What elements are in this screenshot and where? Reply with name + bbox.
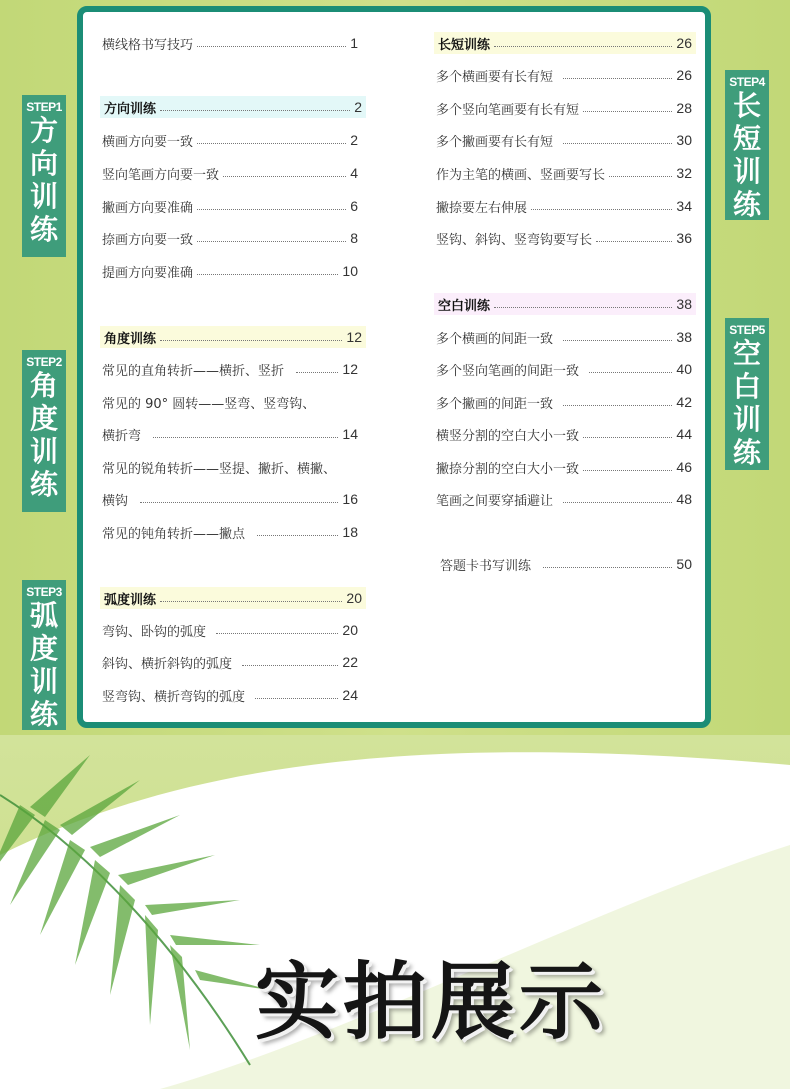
section-heading-direction[interactable] — [100, 96, 366, 118]
leader-dots — [197, 209, 346, 210]
toc-entry[interactable] — [102, 423, 358, 445]
page-number: 42 — [676, 394, 692, 410]
entry-title: 多个横画要有长有短 — [436, 69, 554, 85]
step-char: 长 — [732, 89, 761, 122]
page-number: 14 — [342, 426, 358, 442]
step-char: 度 — [29, 632, 58, 665]
section-heading-space[interactable] — [434, 293, 696, 315]
leader-dots — [531, 209, 672, 210]
entry-title: 捺画方向要一致 — [102, 232, 194, 248]
page-number: 30 — [676, 132, 692, 148]
entry-title: 横竖分割的空白大小一致 — [436, 428, 580, 444]
step-char: 训 — [732, 403, 761, 436]
step-char: 空 — [732, 337, 761, 370]
toc-entry[interactable] — [102, 684, 358, 706]
entry-title: 常见的锐角转折——竖提、撇折、横撇、 — [102, 461, 337, 477]
step-char: 弧 — [29, 599, 58, 632]
page-number: 20 — [346, 590, 362, 606]
entry-title: 竖钩、斜钩、竖弯钩要写长 — [436, 232, 593, 248]
toc-entry[interactable] — [436, 195, 692, 217]
leader-dots — [257, 535, 338, 536]
leader-dots — [153, 437, 338, 438]
leader-dots — [197, 274, 338, 275]
leader-dots — [197, 241, 346, 242]
section-title: 长短训练 — [438, 37, 491, 53]
step-label: STEP5 — [729, 323, 765, 337]
page-number: 38 — [676, 329, 692, 345]
page-number: 34 — [676, 198, 692, 214]
leader-dots — [563, 78, 672, 79]
leader-dots — [255, 698, 338, 699]
page-number: 22 — [342, 654, 358, 670]
page-number: 28 — [676, 100, 692, 116]
leader-dots — [160, 601, 342, 602]
entry-title: 常见的直角转折——横折、竖折 — [102, 363, 285, 379]
entry-title: 横折弯 — [102, 428, 142, 444]
page-number: 1 — [350, 35, 358, 51]
page-number: 8 — [350, 230, 358, 246]
leader-dots — [494, 46, 672, 47]
step3-badge — [22, 580, 66, 730]
entry-title: 弯钩、卧钩的弧度 — [102, 624, 207, 640]
leader-dots — [563, 143, 672, 144]
toc-entry-outro[interactable] — [440, 553, 692, 575]
toc-entry[interactable] — [436, 423, 692, 445]
entry-title: 多个竖向笔画的间距一致 — [436, 363, 580, 379]
step-label: STEP4 — [729, 75, 765, 89]
toc-entry[interactable] — [436, 97, 692, 119]
step-char: 练 — [732, 188, 761, 221]
toc-entry[interactable] — [436, 64, 692, 86]
toc-entry[interactable] — [102, 195, 358, 217]
leader-dots — [160, 110, 350, 111]
entry-title: 竖弯钩、横折弯钩的弧度 — [102, 689, 246, 705]
step-label: STEP2 — [26, 355, 62, 369]
leader-dots — [589, 372, 672, 373]
page-number: 36 — [676, 230, 692, 246]
entry-title: 斜钩、横折斜钩的弧度 — [102, 656, 233, 672]
entry-title: 横线格书写技巧 — [102, 37, 194, 53]
leader-dots — [216, 633, 338, 634]
leader-dots — [583, 470, 672, 471]
leader-dots — [242, 665, 338, 666]
page-number: 16 — [342, 491, 358, 507]
page-number: 46 — [676, 459, 692, 475]
step5-badge — [725, 318, 769, 470]
step-char: 练 — [29, 213, 58, 246]
toc-entry[interactable] — [436, 358, 692, 380]
entry-title: 横钩 — [102, 493, 129, 509]
step-char: 白 — [732, 370, 761, 403]
step1-badge — [22, 95, 66, 257]
leader-dots — [160, 340, 342, 341]
step-label: STEP1 — [26, 100, 62, 114]
page-number: 44 — [676, 426, 692, 442]
entry-title: 提画方向要准确 — [102, 265, 194, 281]
toc-entry[interactable] — [102, 260, 358, 282]
step-char: 训 — [29, 180, 58, 213]
section-heading-curve[interactable] — [100, 587, 366, 609]
toc-entry[interactable] — [436, 456, 692, 478]
page-number: 10 — [342, 263, 358, 279]
step-char: 方 — [29, 114, 58, 147]
toc-entry — [102, 456, 358, 478]
toc-entry[interactable] — [102, 521, 358, 543]
section-heading-angle[interactable] — [100, 326, 366, 348]
leader-dots — [596, 241, 672, 242]
toc-entry[interactable] — [102, 162, 358, 184]
entry-title: 撇捺分割的空白大小一致 — [436, 461, 580, 477]
step-char: 练 — [29, 698, 58, 731]
leader-dots — [197, 143, 346, 144]
entry-title: 多个撇画要有长有短 — [436, 134, 554, 150]
step-char: 度 — [29, 402, 58, 435]
entry-title: 多个撇画的间距一致 — [436, 396, 554, 412]
entry-title: 多个竖向笔画要有长有短 — [436, 102, 580, 118]
step-char: 短 — [732, 122, 761, 155]
toc-entry[interactable] — [436, 391, 692, 413]
section-title: 弧度训练 — [104, 592, 157, 608]
section-title: 方向训练 — [104, 101, 157, 117]
entry-title: 竖向笔画方向要一致 — [102, 167, 220, 183]
toc-entry[interactable] — [436, 488, 692, 510]
entry-title: 答题卡书写训练 — [440, 558, 532, 574]
step4-badge — [725, 70, 769, 220]
section-title: 空白训练 — [438, 298, 491, 314]
page-number: 2 — [354, 99, 362, 115]
page-number: 26 — [676, 67, 692, 83]
leader-dots — [140, 502, 338, 503]
leader-dots — [563, 502, 672, 503]
page-number: 2 — [350, 132, 358, 148]
leader-dots — [563, 405, 672, 406]
leader-dots — [609, 176, 672, 177]
leader-dots — [583, 111, 672, 112]
leader-dots — [223, 176, 346, 177]
toc-entry[interactable] — [436, 227, 692, 249]
page-number: 32 — [676, 165, 692, 181]
toc-entry[interactable] — [102, 651, 358, 673]
step-char: 练 — [732, 436, 761, 469]
toc-entry[interactable] — [102, 227, 358, 249]
entry-title: 多个横画的间距一致 — [436, 331, 554, 347]
step-char: 训 — [29, 435, 58, 468]
step-char: 练 — [29, 468, 58, 501]
entry-title: 常见的 90° 圆转——竖弯、竖弯钩、 — [102, 396, 316, 412]
toc-entry[interactable] — [436, 129, 692, 151]
leader-dots — [197, 46, 346, 47]
page-number: 4 — [350, 165, 358, 181]
step-char: 训 — [29, 665, 58, 698]
toc-entry[interactable] — [102, 619, 358, 641]
step2-badge — [22, 350, 66, 512]
page-number: 6 — [350, 198, 358, 214]
entry-title: 撇捺要左右伸展 — [436, 200, 528, 216]
section-heading-length[interactable] — [434, 32, 696, 54]
toc-entry[interactable] — [436, 326, 692, 348]
leader-dots — [543, 567, 672, 568]
toc-entry[interactable] — [436, 162, 692, 184]
toc-entry[interactable] — [102, 488, 358, 510]
entry-title: 横画方向要一致 — [102, 134, 194, 150]
leader-dots — [494, 307, 672, 308]
entry-title: 撇画方向要准确 — [102, 200, 194, 216]
step-char: 角 — [29, 369, 58, 402]
toc-entry[interactable] — [102, 129, 358, 151]
leader-dots — [563, 340, 672, 341]
step-label: STEP3 — [26, 585, 62, 599]
page-number: 18 — [342, 524, 358, 540]
step-char: 向 — [29, 147, 58, 180]
leader-dots — [583, 437, 672, 438]
banner-title: 实拍展示 — [255, 953, 608, 1051]
page-number: 48 — [676, 491, 692, 507]
toc-entry-intro[interactable] — [102, 32, 358, 54]
step-char: 训 — [732, 155, 761, 188]
toc-entry[interactable] — [102, 358, 358, 380]
leader-dots — [296, 372, 338, 373]
page-number: 26 — [676, 35, 692, 51]
entry-title: 笔画之间要穿插避让 — [436, 493, 554, 509]
page-number: 12 — [346, 329, 362, 345]
entry-title: 常见的钝角转折——撇点 — [102, 526, 246, 542]
entry-title: 作为主笔的横画、竖画要写长 — [436, 167, 606, 183]
page-number: 38 — [676, 296, 692, 312]
page-number: 12 — [342, 361, 358, 377]
page-number: 50 — [676, 556, 692, 572]
section-title: 角度训练 — [104, 331, 157, 347]
page-number: 20 — [342, 622, 358, 638]
page-number: 24 — [342, 687, 358, 703]
page-number: 40 — [676, 361, 692, 377]
toc-entry — [102, 391, 358, 413]
